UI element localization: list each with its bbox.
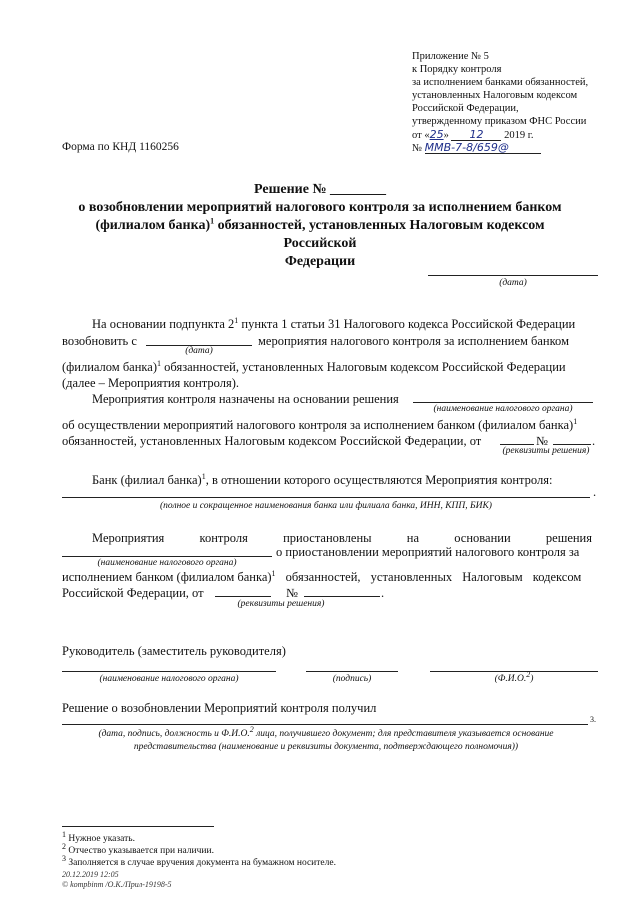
received-label: Решение о возобновлении Мероприятий контроля получил <box>62 701 377 715</box>
date-caption: (дата) <box>499 278 527 288</box>
title-line-3: (филиалом банка)$^1$ обязанностей, установленных Налоговым кодексом Российской <box>95 216 545 251</box>
para2-line1: Мероприятия контроля назначены на основании решения <box>92 392 399 406</box>
footnote-2: $^2$ Отчество указывается при наличии. <box>62 841 214 856</box>
head-signature-line[interactable] <box>306 671 398 672</box>
suspension-organ-caption: (наименование налогового органа) <box>97 558 237 568</box>
bank-period: . <box>593 485 597 499</box>
head-fio-caption: (Ф.И.О.$^2$) <box>494 669 534 684</box>
suspension-organ-line[interactable] <box>62 556 272 557</box>
appendix-line: Приложение № 5 <box>412 51 489 62</box>
suspension-number-line[interactable] <box>304 596 380 597</box>
appendix-number: № ММВ-7-8/659@ <box>412 142 612 155</box>
title-line-4: Федерации <box>284 254 356 269</box>
appendix-line: установленных Налоговым кодексом <box>412 90 578 101</box>
title-line-1: Решение № ________ <box>253 182 387 197</box>
para1-line1: На основании подпункта $2^1$ пункта 1 статьи 31 Налогового кодекса Российской Федерации <box>92 315 576 331</box>
suspension-details-caption: (реквизиты решения) <box>237 599 325 609</box>
para3-line1: Банк (филиал банка)$^1$, в отношении которого осуществляются Мероприятия контроля: <box>92 471 553 487</box>
footnote-1: $^1$ Нужное указать. <box>62 829 135 844</box>
head-label: Руководитель (заместитель руководителя) <box>62 644 286 658</box>
para1-line3: (филиалом банка)$^1$ обязанностей, установленных Налоговым кодексом Российской Федерации <box>62 358 566 374</box>
suspension-number-sign: № <box>286 586 298 600</box>
suspension-period: . <box>381 586 385 600</box>
appendix-line: Российской Федерации, <box>412 103 519 114</box>
para2-line2: об осуществлении мероприятий налогового контроля за исполнением банком (филиалом банка)$^1$ <box>62 416 578 432</box>
footnote-separator <box>62 826 214 827</box>
suspension-date-line[interactable] <box>215 596 271 597</box>
appendix-date: от «25» 12 2019 г. <box>412 128 534 141</box>
bank-name-line[interactable] <box>62 497 590 498</box>
head-organ-line[interactable] <box>62 671 276 672</box>
decision-details-caption: (реквизиты решения) <box>502 446 590 456</box>
para1-line2: возобновить с <box>62 334 137 348</box>
bank-name-caption: (полное и сокращенное наименования банка или филиала банка, ИНН, КПП, БИК) <box>160 501 492 511</box>
para2-line3: обязанностей, установленных Налоговым кодексом Российской Федерации, от <box>62 434 482 448</box>
decision-number-line[interactable] <box>553 444 591 445</box>
head-organ-caption: (наименование налогового органа) <box>99 674 239 684</box>
title-line-2: о возобновлении мероприятий налогового контроля за исполнением банком <box>78 200 562 215</box>
para4-line3: исполнением банком (филиалом банка)$^1$ обязанностей, установленных Налоговым кодексом <box>62 568 582 584</box>
para1-line4: (далее – Мероприятия контроля). <box>62 376 240 390</box>
para4-line2: о приостановлении мероприятий налогового контроля за <box>276 545 580 559</box>
print-date: 20.12.2019 12:05 <box>62 870 119 879</box>
form-code: Форма по КНД 1160256 <box>62 141 179 153</box>
tax-organ-caption: (наименование налогового органа) <box>433 404 573 414</box>
footnote-3: $^3$ Заполняется в случае вручения документа на бумажном носителе. <box>62 853 336 868</box>
decision-period: . <box>592 434 596 448</box>
date-line <box>428 275 598 276</box>
para4-line1: Мероприятия контроля приостановлены на основании решения <box>92 531 592 545</box>
head-fio-line[interactable] <box>430 671 598 672</box>
file-path: © kompbinm /О.К./Прил-19198-5 <box>62 880 172 889</box>
appendix-line: за исполнением банками обязанностей, <box>412 77 589 88</box>
appendix-block <box>412 50 612 155</box>
decision-number-sign: № <box>536 434 548 448</box>
appendix-line: утвержденному приказом ФНС России <box>412 116 587 127</box>
handwritten-month: 12 <box>451 129 501 141</box>
head-signature-caption: (подпись) <box>332 674 372 684</box>
para4-line4: Российской Федерации, от <box>62 586 204 600</box>
received-caption: (дата, подпись, должность и Ф.И.О.$^2$ лица, получившего документ; для представителя указывается основание представительства (наименование и реквизиты документа, подтверждающего полномочия)) <box>98 724 554 752</box>
handwritten-day: 25 <box>429 128 444 141</box>
handwritten-order-number: ММВ-7-8/659@ <box>425 142 541 154</box>
resume-date-caption: (дата) <box>185 346 213 356</box>
received-sup: 3. <box>590 715 596 724</box>
document-title <box>60 181 580 271</box>
appendix-line: к Порядку контроля <box>412 64 502 75</box>
tax-organ-line[interactable] <box>413 402 593 403</box>
received-line[interactable] <box>62 724 588 725</box>
para1-line2b: мероприятия налогового контроля за исполнением банком <box>258 334 569 348</box>
decision-date-line[interactable] <box>500 444 534 445</box>
